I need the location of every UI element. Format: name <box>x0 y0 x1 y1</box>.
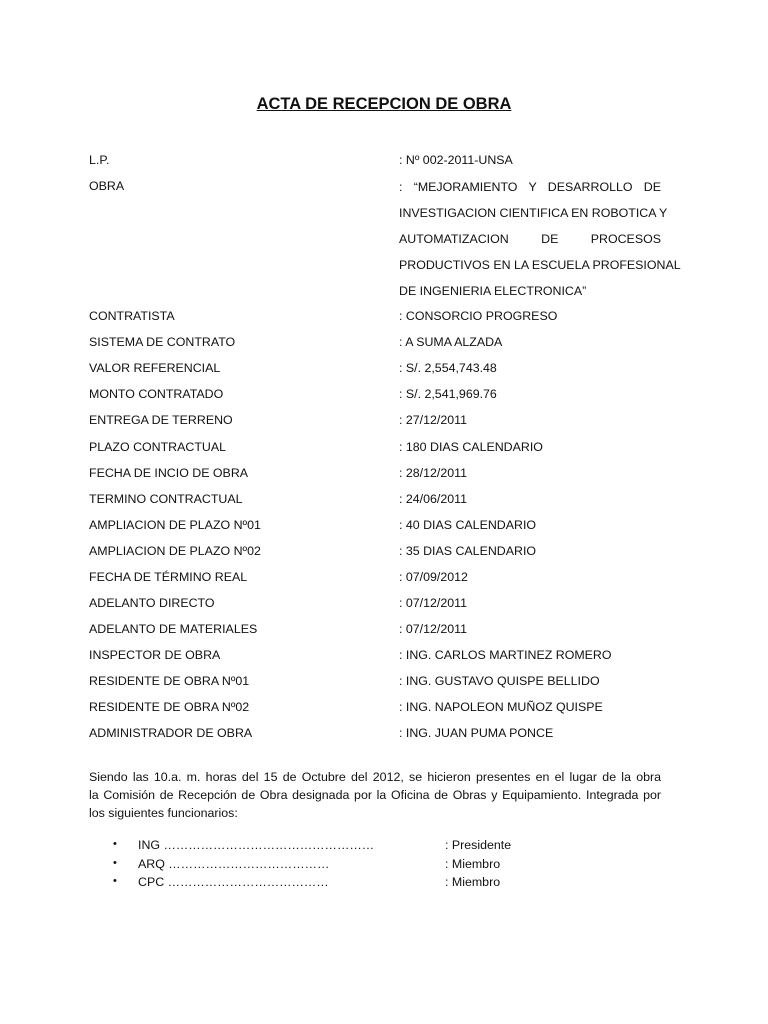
field-label: CONTRATISTA <box>89 309 175 323</box>
field-row-ampliacion-02 <box>0 544 768 564</box>
field-row-residente-02 <box>0 700 768 720</box>
field-label: FECHA DE TÉRMINO REAL <box>89 570 248 584</box>
field-label: FECHA DE INCIO DE OBRA <box>89 466 249 480</box>
field-label: MONTO CONTRATADO <box>89 387 224 401</box>
field-label: ADMINISTRADOR DE OBRA <box>89 726 253 740</box>
obra-line: AUTOMATIZACION DE PROCESOS <box>399 232 661 246</box>
field-row-plazo-contractual <box>0 440 768 460</box>
field-label: ADELANTO DIRECTO <box>89 596 215 610</box>
field-label: TERMINO CONTRACTUAL <box>89 492 243 506</box>
obra-line: PRODUCTIVOS EN LA ESCUELA PROFESIONAL <box>399 258 681 272</box>
field-row-adelanto-materiales <box>0 622 768 642</box>
paragraph-line: Siendo las 10.a. m. horas del 15 de Octubre del 2012, se hicieron presentes en el lugar de la obra <box>89 770 661 784</box>
obra-line: : “MEJORAMIENTO Y DESARROLLO DE <box>399 180 661 194</box>
field-row-fecha-inicio <box>0 466 768 486</box>
bullet-icon: • <box>113 875 117 887</box>
field-value: : S/. 2,554,743.48 <box>399 361 497 375</box>
field-value: : ING. CARLOS MARTINEZ ROMERO <box>399 648 612 662</box>
field-row-fecha-termino-real <box>0 570 768 590</box>
field-label: OBRA <box>89 179 125 193</box>
field-label: AMPLIACION DE PLAZO Nº02 <box>89 544 261 558</box>
field-value: : 180 DIAS CALENDARIO <box>399 440 543 454</box>
field-value: : CONSORCIO PROGRESO <box>399 309 558 323</box>
obra-description <box>399 180 681 310</box>
document-title: ACTA DE RECEPCION DE OBRA <box>256 95 512 113</box>
member-item-miembro-arq <box>0 857 768 875</box>
member-item-presidente <box>0 838 768 856</box>
field-value: : S/. 2,541,969.76 <box>399 387 497 401</box>
bullet-icon: • <box>113 857 117 869</box>
member-label: ARQ ………………………………… <box>138 857 330 871</box>
field-value: : 27/12/2011 <box>399 413 467 427</box>
field-row-adelanto-directo <box>0 596 768 616</box>
field-row-valor-referencial <box>0 361 768 381</box>
field-row-lp <box>0 153 768 173</box>
field-row-inspector <box>0 648 768 668</box>
field-value: : 40 DIAS CALENDARIO <box>399 518 537 532</box>
member-item-miembro-cpc <box>0 875 768 893</box>
field-value: : 07/09/2012 <box>399 570 468 584</box>
member-role: : Miembro <box>445 857 501 871</box>
field-value: : Nº 002-2011-UNSA <box>399 153 513 167</box>
field-row-administrador <box>0 726 768 746</box>
field-label: RESIDENTE DE OBRA Nº01 <box>89 674 250 688</box>
field-label: AMPLIACION DE PLAZO Nº01 <box>89 518 261 532</box>
member-role: : Miembro <box>445 875 501 889</box>
field-value: : ING. GUSTAVO QUISPE BELLIDO <box>399 674 600 688</box>
field-value: : ING. NAPOLEON MUÑOZ QUISPE <box>399 700 603 714</box>
field-value: : 28/12/2011 <box>399 466 467 480</box>
paragraph-line: la Comisión de Recepción de Obra designada por la Oficina de Obras y Equipamiento. Integrada por <box>89 788 661 802</box>
field-label: ADELANTO DE MATERIALES <box>89 622 258 636</box>
field-label: SISTEMA DE CONTRATO <box>89 335 236 349</box>
field-label: VALOR REFERENCIAL <box>89 361 221 375</box>
paragraph-line: los siguientes funcionarios: <box>89 806 238 820</box>
obra-line: DE INGENIERIA ELECTRONICA” <box>399 284 587 298</box>
field-label: ENTREGA DE TERRENO <box>89 413 233 427</box>
intro-paragraph <box>89 768 661 822</box>
member-label: CPC ………………………………… <box>138 875 329 889</box>
field-row-termino-contractual <box>0 492 768 512</box>
field-value: : 07/12/2011 <box>399 596 467 610</box>
field-label: PLAZO CONTRACTUAL <box>89 440 227 454</box>
field-value: : ING. JUAN PUMA PONCE <box>399 726 554 740</box>
field-label: RESIDENTE DE OBRA Nº02 <box>89 700 250 714</box>
field-value: : A SUMA ALZADA <box>399 335 503 349</box>
field-row-ampliacion-01 <box>0 518 768 538</box>
bullet-icon: • <box>113 838 117 850</box>
field-row-residente-01 <box>0 674 768 694</box>
field-value: : 35 DIAS CALENDARIO <box>399 544 537 558</box>
field-value: : 24/06/2011 <box>399 492 467 506</box>
field-label: INSPECTOR DE OBRA <box>89 648 221 662</box>
field-row-contratista <box>0 309 768 329</box>
field-value: : 07/12/2011 <box>399 622 467 636</box>
field-row-entrega-terreno <box>0 413 768 433</box>
field-label: L.P. <box>89 153 110 167</box>
member-role: : Presidente <box>445 838 512 852</box>
field-row-monto-contratado <box>0 387 768 407</box>
field-row-sistema-contrato <box>0 335 768 355</box>
member-label: ING …………………………………………… <box>138 838 375 852</box>
obra-line: INVESTIGACION CIENTIFICA EN ROBOTICA Y <box>399 206 668 220</box>
